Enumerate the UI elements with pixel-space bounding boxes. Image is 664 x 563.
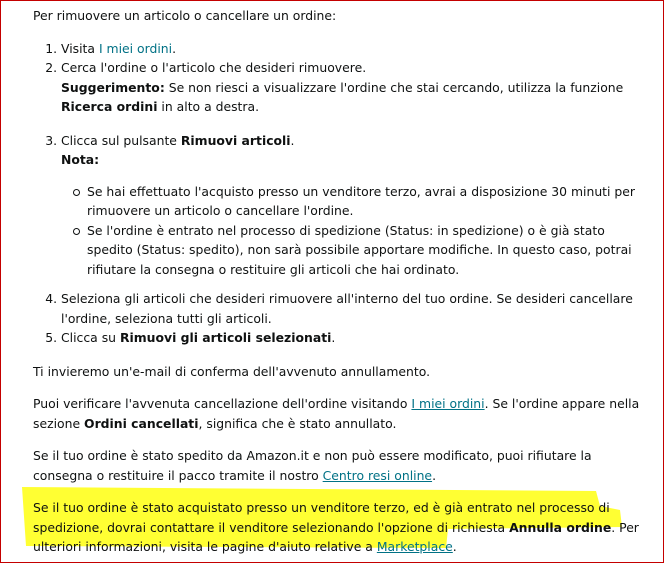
my-orders-link-2[interactable]: I miei ordini — [411, 396, 485, 411]
shipped-text: Se il tuo ordine è stato spedito da Amazon.it e non può essere modificato, puoi rifiutare la consegna o restituire il pacco tramite il nostro Centro resi online. — [33, 448, 592, 483]
cancel-order-label: Annulla ordine — [509, 519, 612, 535]
notes-list — [61, 182, 643, 280]
tip-label: Suggerimento: — [61, 79, 165, 95]
step-4: 4. Seleziona gli articoli che desideri rimuovere all'interno del tuo ordine. Se desideri cancellare l'ordine, seleziona tutti gli articoli. — [61, 289, 643, 328]
returns-center-link[interactable]: Centro resi online — [322, 467, 433, 483]
confirm-text: Ti invieremo un'e-mail di conferma dell'avvenuto annullamento. — [33, 363, 431, 379]
note-item: Se l'ordine è entrato nel processo di spedizione (Status: in spedizione) o è già stato spedito (Status: spedito), non sarà possibile apportare modifiche. In questo caso, potrai rifiutare la consegna o restituire gli articoli che hai ordinato. — [87, 221, 643, 280]
step-1: 1. Visita I miei ordini. — [61, 39, 643, 59]
my-orders-link[interactable]: I miei ordini — [98, 40, 173, 56]
verify-text: Puoi verificare l'avvenuta cancellazione dell'ordine visitando I miei ordini. Se l'ordine appare nella sezione Ordini cancellati, significa che è stato annullato. — [33, 396, 640, 431]
help-content — [33, 6, 643, 557]
marketplace-link[interactable]: Marketplace — [376, 539, 453, 554]
step-2: 2. Cerca l'ordine o l'articolo che desideri rimuovere. Suggerimento: Se non riesci a visualizzare l'ordine che stai cercando, utilizza la funzione Ricerca ordini in alto a destra. — [61, 58, 643, 117]
note-item: Se hai effettuato l'acquisto presso un venditore terzo, avrai a disposizione 30 minuti per rimuovere un articolo o cancellare l'ordine. — [87, 182, 643, 221]
steps-list — [33, 39, 643, 348]
search-orders-label: Ricerca ordini — [61, 99, 158, 114]
remove-selected-label: Rimuovi gli articoli selezionati — [119, 330, 332, 345]
cancelled-orders-label: Ordini cancellati — [84, 415, 199, 431]
step-3: 3. Clicca sul pulsante Rimuovi articoli. Nota: Se hai effettuato l'acquisto presso un venditore terzo, avrai a disposizione 30 minuti per rimuovere un articolo o cancellare l'ordine. Se l'ordine è entrato nel processo di spedizione (Status: in spedizione) o è già stato spedito (Status: spedito), non sarà possibile apportare modifiche. In questo caso, potrai rifiutare la consegna o restituire gli articoli che hai ordinato. — [61, 131, 643, 280]
remove-items-label: Rimuovi articoli — [180, 132, 291, 148]
step-5: 5. Clicca su Rimuovi gli articoli selezionati. — [61, 328, 643, 348]
third-party-text: Se il tuo ordine è stato acquistato presso un venditore terzo, ed è già entrato nel processo di spedizione, dovrai contattare il venditore selezionando l'opzione di richiesta Annulla ordine. Per ulteriori informazioni, visita le pagine d'aiuto relative a Marketplace. — [33, 500, 639, 554]
note-label: Nota: — [61, 152, 100, 167]
intro-text: Per rimuovere un articolo o cancellare un ordine: — [33, 8, 337, 23]
